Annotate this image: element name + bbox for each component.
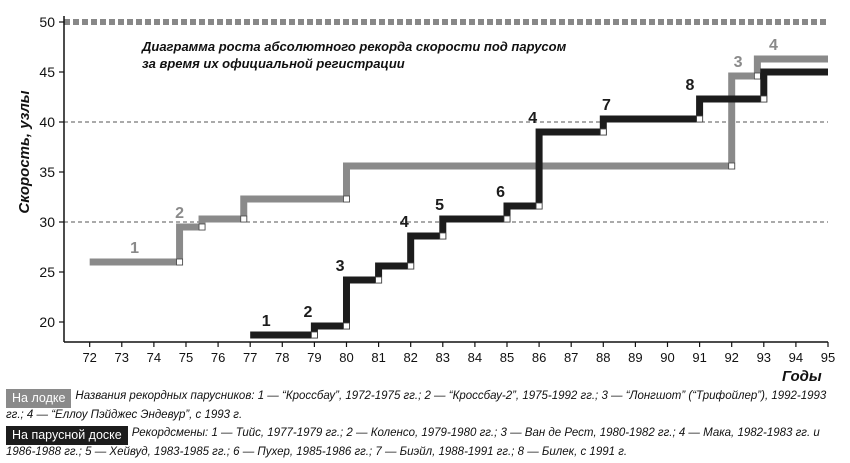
step-label: 4 — [768, 37, 778, 54]
record-marker — [697, 116, 703, 122]
x-tick-label: 85 — [499, 350, 515, 365]
step-label: 6 — [496, 184, 506, 201]
x-tick-label: 82 — [403, 350, 418, 365]
y-tick-label: 25 — [39, 264, 55, 280]
series-layer — [90, 59, 828, 338]
x-tick-label: 88 — [596, 350, 611, 365]
y-tick-label: 20 — [39, 314, 55, 330]
y-tick-label: 30 — [39, 214, 55, 230]
y-tick-label: 35 — [39, 164, 55, 180]
record-marker — [754, 73, 760, 79]
step-label: 4 — [399, 214, 409, 231]
step-label: 5 — [435, 197, 445, 214]
record-marker — [729, 163, 735, 169]
x-tick-label: 93 — [756, 350, 772, 365]
x-tick-label: 73 — [114, 350, 130, 365]
legend-boat-text: Названия рекордных парусников: 1 — “Кроссбау”, 1972-1975 гг.; 2 — “Кроссбау-2”, 1975-1992 гг.; 3 — “Лонгшот” (“Трифойлер”), 1992-1993 гг.; 4 — “Еллоу Пэйджес Эндевур”, с 1993 г. — [6, 390, 827, 421]
step-label: 8 — [685, 77, 695, 94]
record-marker — [311, 332, 317, 338]
record-marker — [408, 263, 414, 269]
x-tick-label: 79 — [307, 350, 322, 365]
record-marker — [504, 216, 510, 222]
x-tick-label: 94 — [788, 350, 804, 365]
record-marker — [241, 216, 247, 222]
step-label: 7 — [602, 97, 611, 114]
record-marker — [376, 277, 382, 283]
legend-board-swatch: На парусной доске — [6, 426, 128, 445]
step-label: 2 — [175, 205, 185, 222]
series-line-boat — [90, 59, 828, 262]
x-tick-label: 76 — [210, 350, 226, 365]
step-label: 3 — [335, 258, 345, 275]
legend-boat-swatch: На лодке — [6, 389, 71, 408]
x-tick-label: 95 — [820, 350, 836, 365]
record-marker — [440, 233, 446, 239]
step-label: 1 — [130, 240, 140, 257]
x-tick-label: 80 — [339, 350, 354, 365]
x-tick-label: 77 — [242, 350, 258, 365]
y-tick-label: 40 — [39, 114, 55, 130]
step-labels — [130, 37, 778, 330]
record-marker — [761, 96, 767, 102]
y-tick-label: 50 — [39, 14, 55, 30]
chart-subtitle: за время их официальной регистрации — [142, 56, 405, 71]
legend-board — [6, 426, 844, 460]
x-tick-label: 87 — [563, 350, 579, 365]
y-axis-label: Скорость, узлы — [16, 90, 33, 214]
x-tick-label: 84 — [467, 350, 483, 365]
record-marker — [600, 129, 606, 135]
x-tick-label: 90 — [660, 350, 675, 365]
x-tick-label: 92 — [724, 350, 739, 365]
step-label: 3 — [733, 54, 743, 71]
record-marker — [177, 259, 183, 265]
x-tick-label: 89 — [628, 350, 643, 365]
x-tick-label: 75 — [178, 350, 194, 365]
legend-boat — [6, 389, 844, 423]
x-tick-label: 91 — [692, 350, 707, 365]
x-axis-label: Годы — [782, 368, 822, 385]
record-marker — [343, 323, 349, 329]
x-tick-label: 78 — [275, 350, 290, 365]
step-label: 2 — [303, 304, 313, 321]
legend-board-text: Рекордсмены: 1 — Тийс, 1977-1979 гг.; 2 — Коленсо, 1979-1980 гг.; 3 — Ван де Рест, 1980-1982 гг.; 4 — Мака, 1982-1983 гг. и 1986-1988 гг.; 5 — Хейвуд, 1983-1985 гг.; 6 — Пухер, 1985-1986 гг.; 7 — Биэйл, 1988-1991 гг.; 8 — Билек, с 1991 г. — [6, 427, 820, 458]
y-tick-label: 45 — [39, 64, 55, 80]
x-tick-label: 83 — [435, 350, 451, 365]
record-marker — [343, 196, 349, 202]
step-label: 4 — [528, 110, 538, 127]
record-marker — [199, 224, 205, 230]
x-tick-label: 72 — [82, 350, 97, 365]
chart-title: Диаграмма роста абсолютного рекорда скорости под парусом — [142, 39, 567, 54]
x-tick-label: 74 — [146, 350, 162, 365]
x-tick-label: 81 — [371, 350, 386, 365]
record-marker — [536, 203, 542, 209]
x-tick-label: 86 — [531, 350, 547, 365]
step-label: 1 — [261, 313, 271, 330]
